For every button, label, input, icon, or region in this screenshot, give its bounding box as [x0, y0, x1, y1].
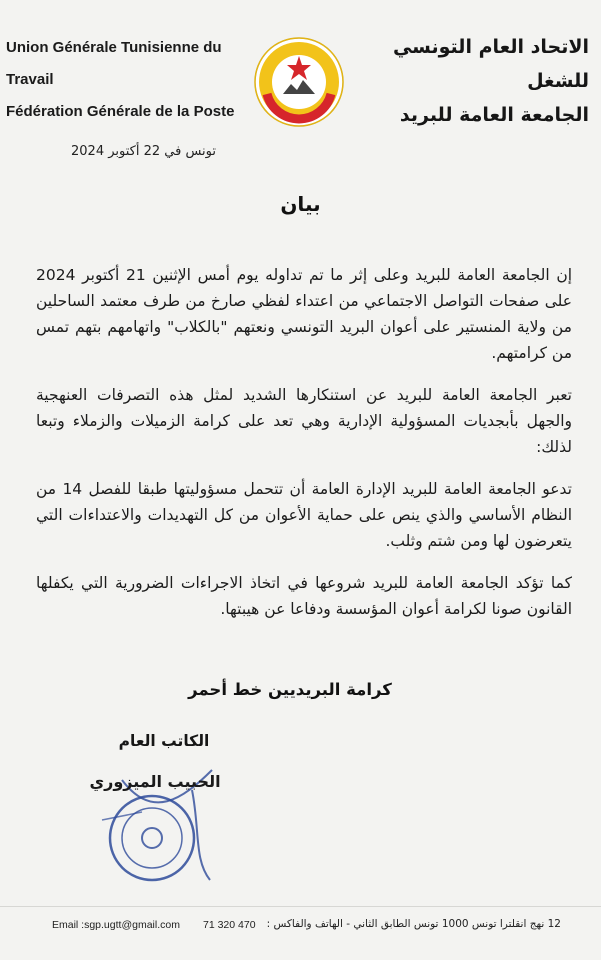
header-french [6, 32, 246, 128]
paragraph: تعبر الجامعة العامة للبريد عن استنكارها الشديد لمثل هذه التصرفات العنهجية والجهل بأبجديات المسؤولية الإدارية وهي تعد على كرامة الزميلات والزملاء وتبعا لذلك: [36, 386, 572, 456]
footer-phone: 71 320 470 [203, 919, 256, 931]
signature-name: الحبيب الميزوري [89, 772, 221, 791]
statement-body [36, 262, 572, 638]
slogan: كرامة البريديين خط أحمر [188, 680, 392, 699]
header-arabic [349, 30, 589, 132]
document-title: بيان [280, 192, 321, 216]
header-fr-federation: Fédération Générale de la Poste [6, 103, 235, 120]
ugtt-logo-icon [253, 36, 345, 128]
footer-address: 12 نهج انقلترا تونس 1000 تونس الطابق الثاني - الهاتف والفاكس : [266, 918, 561, 930]
paragraph: إن الجامعة العامة للبريد وعلى إثر ما تم تداوله يوم أمس الإثنين 21 أكتوبر 2024 على صفحات التواصل الاجتماعي من اعتداء لفظي صارخ من طرف معتمد الساحلين من ولاية المنستير على أعوان البريد التونسي ونعتهم "بالكلاب" واتهامهم بتهم تمس من كرامتهم. [36, 266, 573, 362]
header-fr-union: Union Générale Tunisienne du Travail [6, 39, 222, 88]
footer-divider [0, 906, 601, 907]
footer-email: Email :sgp.ugtt@gmail.com [52, 919, 180, 931]
document-date: تونس في 22 أكتوبر 2024 [71, 144, 216, 159]
header-ar-federation: الجامعة العامة للبريد [399, 104, 589, 126]
paragraph: تدعو الجامعة العامة للبريد الإدارة العامة أن تتحمل مسؤوليتها طبقا للفصل 14 من النظام الأساسي والذي ينص على حماية الأعوان من كل التهديدات والاعتداءات التي يتعرضون لها ومن شتم وثلب. [36, 480, 572, 550]
header-ar-union: الاتحاد العام التونسي للشغل [392, 36, 589, 92]
paragraph: كما تؤكد الجامعة العامة للبريد شروعها في اتخاذ الاجراءات الضرورية التي يكفلها القانون صونا لكرامة أعوان المؤسسة ودفاعا عن هيبتها. [36, 574, 572, 618]
signature-title: الكاتب العام [118, 732, 210, 750]
